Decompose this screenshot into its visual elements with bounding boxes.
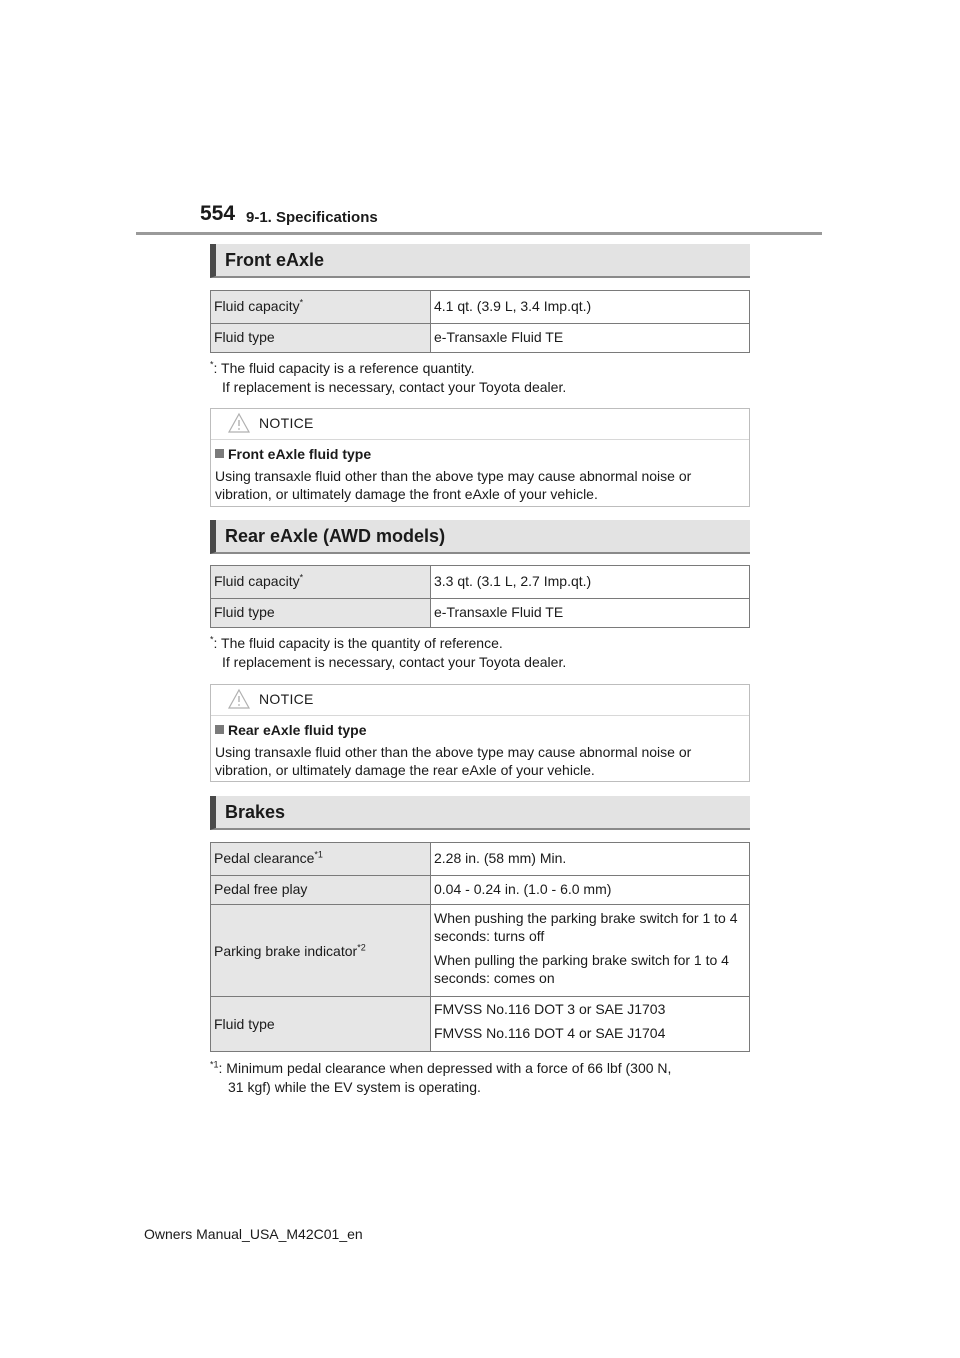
page-footer: Owners Manual_USA_M42C01_en [144, 1226, 363, 1242]
row-value: When pushing the parking brake switch for 1 to 4 seconds: turns off [434, 910, 738, 944]
row-label: Pedal clearance [214, 850, 315, 866]
row-label: Fluid type [214, 329, 275, 345]
row-value: 3.3 qt. (3.1 L, 2.7 Imp.qt.) [434, 573, 592, 589]
row-label: Parking brake indicator [214, 942, 358, 959]
row-value: e-Transaxle Fluid TE [434, 604, 564, 620]
notice-text: Using transaxle fluid other than the above type may cause abnormal noise or vibration, or ultimately damage the front eAxle of your vehicle. [215, 468, 692, 502]
table-row [211, 324, 750, 353]
front-eaxle-heading: Front eAxle [210, 244, 750, 278]
row-label: Fluid type [214, 604, 275, 620]
table-row: Pedal clearance$^{*1}$ 2.28 in. (58 mm) Min. [211, 843, 750, 876]
rear-eaxle-heading: Rear eAxle (AWD models) [210, 520, 750, 554]
front-eaxle-spec-table [210, 290, 750, 353]
warning-icon [227, 412, 251, 434]
row-label: Fluid capacity [214, 298, 300, 314]
row-value: e-Transaxle Fluid TE [434, 329, 564, 345]
square-bullet-icon [215, 725, 224, 734]
page-header [136, 200, 822, 236]
notice-subtitle: Front eAxle fluid type [228, 446, 372, 462]
notice-title: NOTICE [259, 691, 314, 707]
table-row: Parking brake indicator$^{*2}$ When pushing the parking brake switch for 1 to 4 seconds: turns off When pulling the parking brake switch for 1 to 4 seconds: comes on [211, 905, 750, 997]
row-value: 0.04 - 0.24 in. (1.0 - 6.0 mm) [434, 881, 612, 897]
row-value: 2.28 in. (58 mm) Min. [434, 850, 567, 866]
row-value: FMVSS No.116 DOT 4 or SAE J1704 [434, 1025, 666, 1041]
brakes-spec-table [210, 842, 750, 1052]
table-row [211, 599, 750, 628]
row-value: 4.1 qt. (3.9 L, 3.4 Imp.qt.) [434, 298, 592, 314]
brakes-heading: Brakes [210, 796, 750, 830]
notice-subtitle: Rear eAxle fluid type [228, 722, 367, 738]
rear-eaxle-spec-table [210, 565, 750, 628]
row-label: Fluid type [214, 1016, 275, 1032]
warning-icon [227, 688, 251, 710]
square-bullet-icon [215, 449, 224, 458]
row-value: When pulling the parking brake switch for 1 to 4 seconds: comes on [434, 952, 729, 986]
table-row: Fluid capacity* 4.1 qt. (3.9 L, 3.4 Imp.qt.) [211, 291, 750, 324]
rear-eaxle-notice [210, 684, 750, 782]
header-rule [136, 232, 822, 235]
front-eaxle-notice [210, 408, 750, 507]
notice-text: Using transaxle fluid other than the above type may cause abnormal noise or vibration, or ultimately damage the rear eAxle of your vehicle. [215, 744, 692, 778]
section-title: 9-1. Specifications [246, 209, 378, 226]
page-number: 554 [200, 202, 236, 225]
table-row [211, 997, 750, 1052]
notice-title: NOTICE [259, 415, 314, 431]
rear-eaxle-footnote: *: The fluid capacity is the quantity of reference. If replacement is necessary, contact your Toyota dealer. [210, 634, 567, 670]
table-row [211, 876, 750, 905]
row-value: FMVSS No.116 DOT 3 or SAE J1703 [434, 1001, 666, 1017]
front-eaxle-footnote: *: The fluid capacity is a reference quantity. If replacement is necessary, contact your Toyota dealer. [210, 359, 567, 395]
row-label: Fluid capacity [214, 573, 300, 589]
table-row: Fluid capacity* 3.3 qt. (3.1 L, 2.7 Imp.qt.) [211, 566, 750, 599]
brakes-footnote: $^{*1}$: Minimum pedal clearance when depressed with a force of 66 lbf (300 N, 31 kgf) while the EV system is operating. [210, 1059, 672, 1095]
row-label: Pedal free play [214, 881, 308, 897]
